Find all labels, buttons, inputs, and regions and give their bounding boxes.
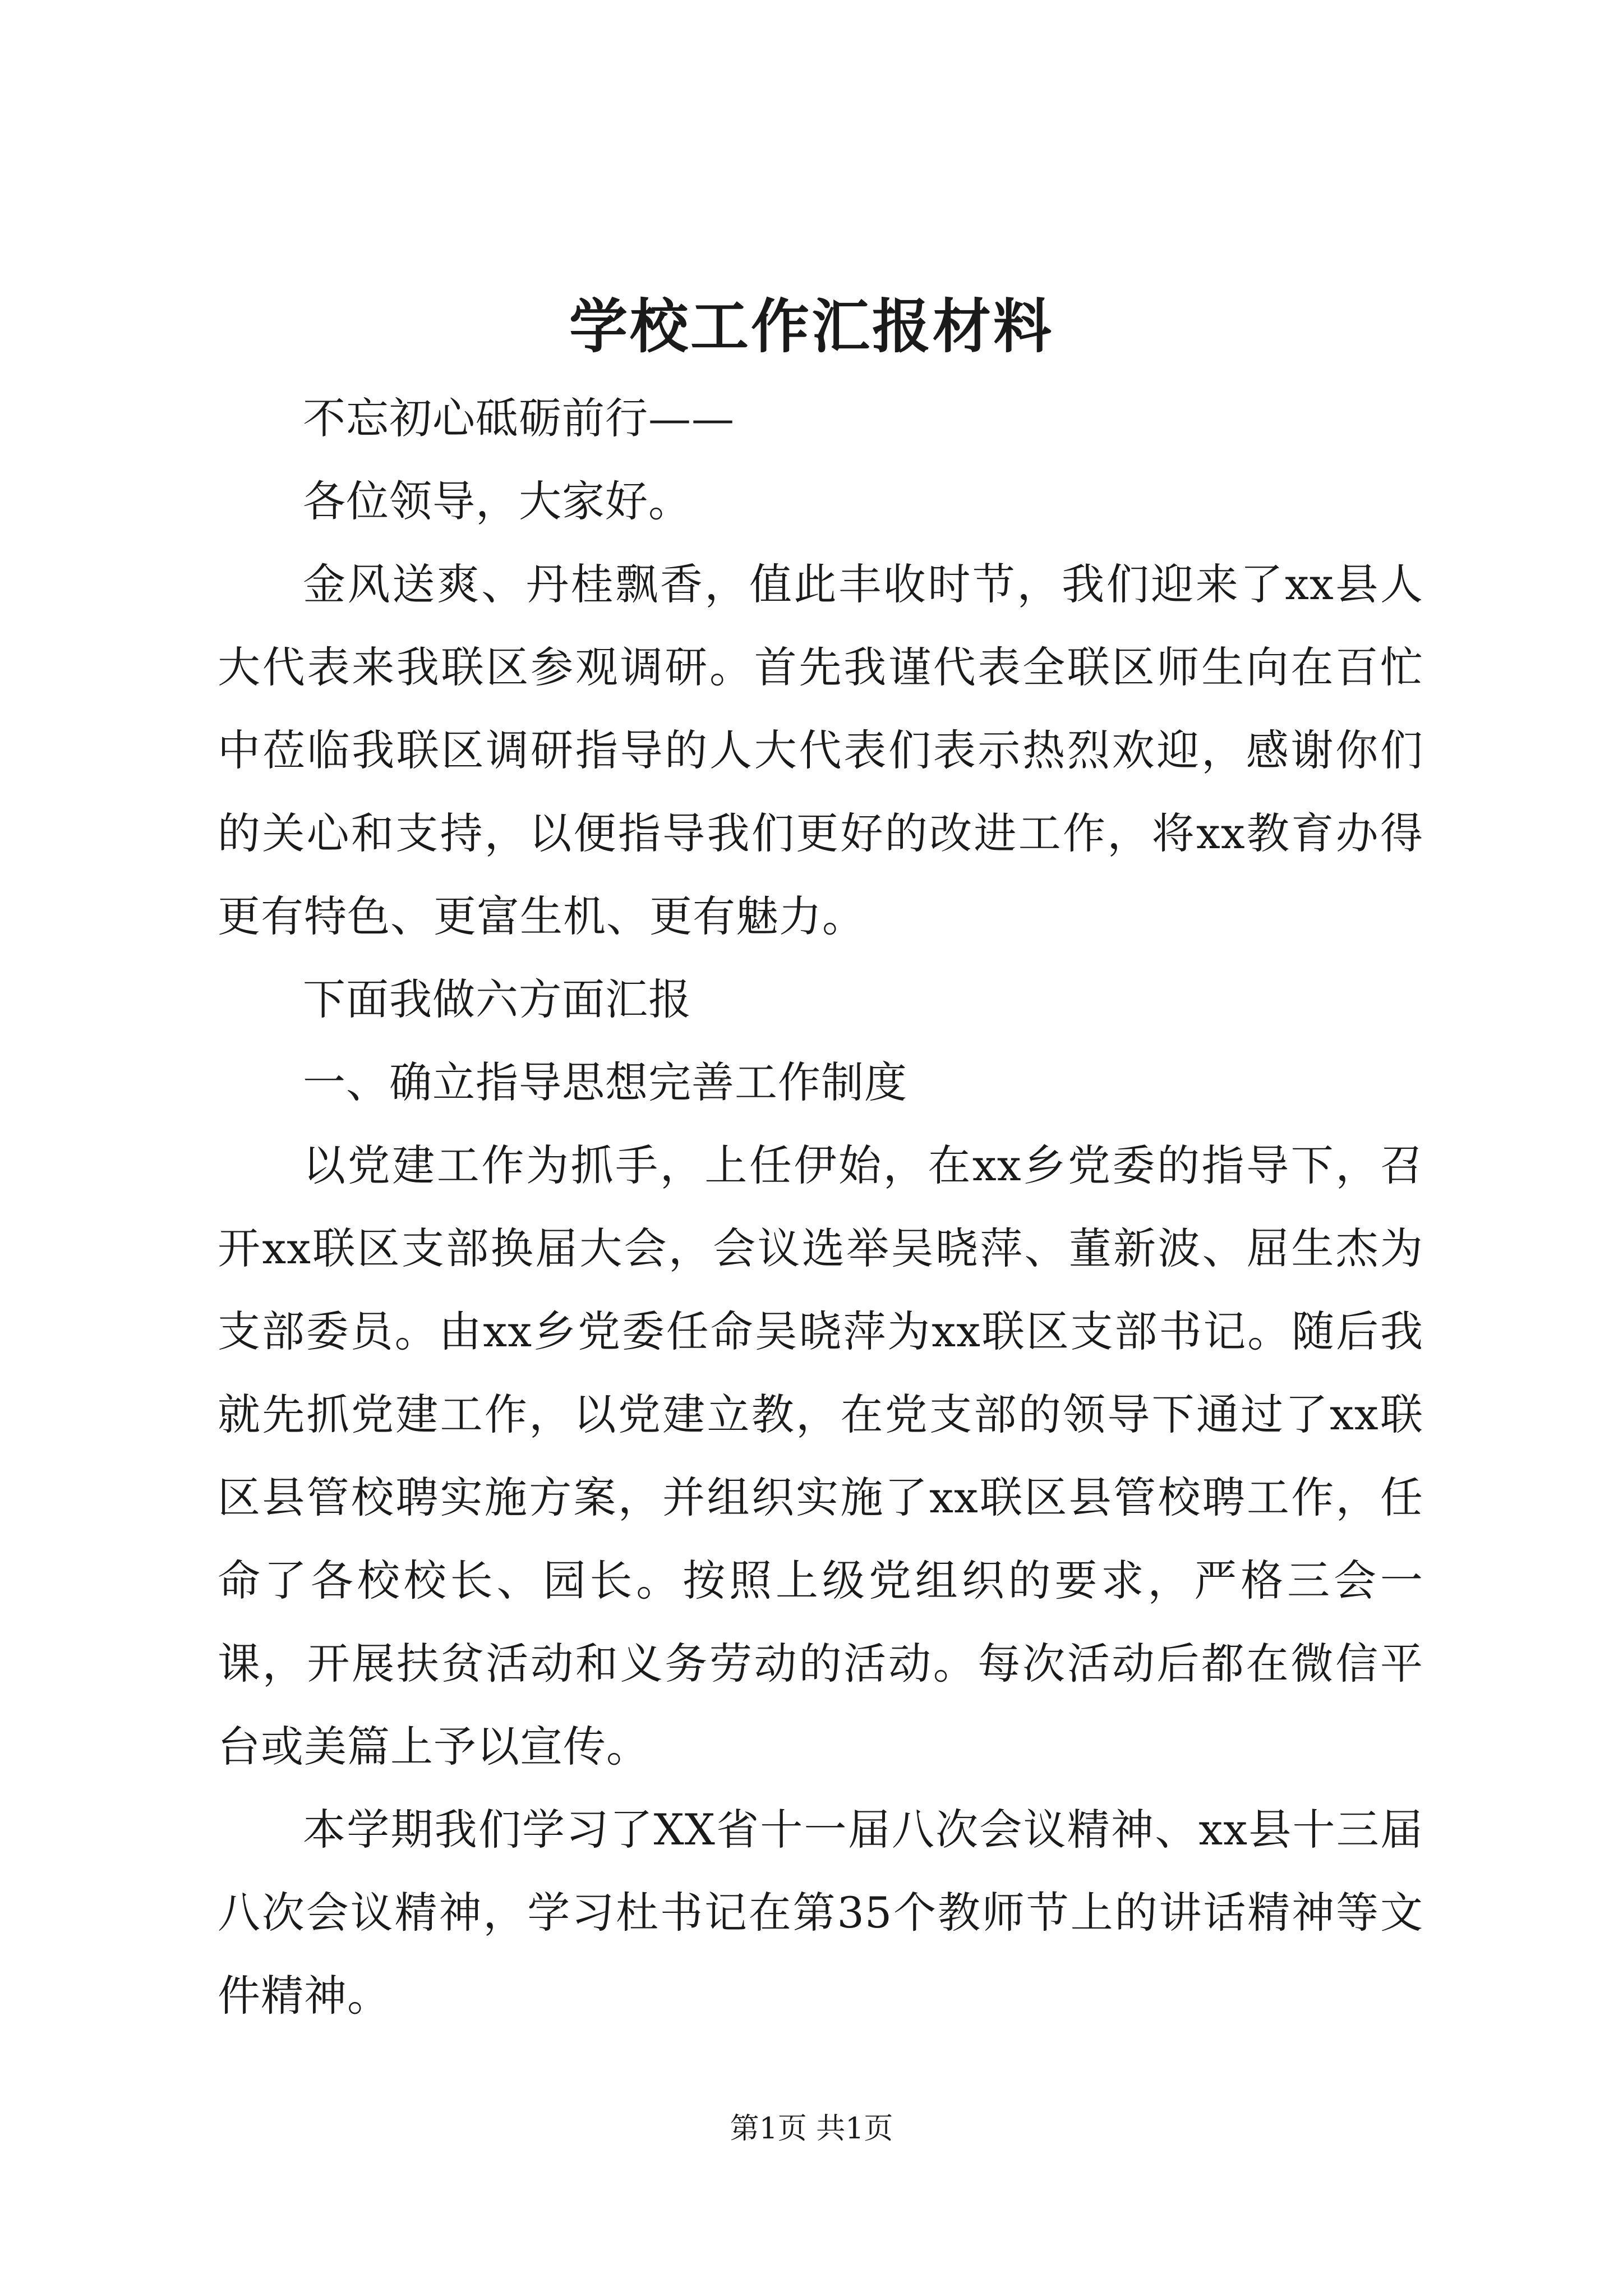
page-title: 学校工作汇报材料	[569, 292, 1054, 361]
paragraph-study: 本学期我们学习了XX省十一届八次会议精神、xx县十三届八次会议精神，学习杜书记在第35个教师节上的讲话精神等文件精神。	[218, 1805, 1423, 2021]
document-body	[218, 377, 1423, 2037]
paragraph-subtitle: 不忘初心砥砺前行——	[303, 393, 735, 443]
paragraph-welcome: 金风送爽、丹桂飘香，值此丰收时节，我们迎来了xx县人大代表来我联区参观调研。首先我谨代表全联区师生向在百忙中莅临我联区调研指导的人大代表们表示热烈欢迎，感谢你们的关心和支持，以便指导我们更好的改进工作，将xx教育办得更有特色、更富生机、更有魅力。	[218, 559, 1423, 941]
page-footer: 第1页 共1页	[730, 2112, 893, 2146]
paragraph-report-intro: 下面我做六方面汇报	[303, 974, 691, 1024]
paragraph-greeting: 各位领导，大家好。	[303, 476, 691, 526]
section-heading-1: 一、确立指导思想完善工作制度	[303, 1057, 907, 1107]
paragraph-party-building: 以党建工作为抓手，上任伊始，在xx乡党委的指导下，召开xx联区支部换届大会，会议选举吴晓萍、董新波、屈生杰为支部委员。由xx乡党委任命吴晓萍为xx联区支部书记。随后我就先抓党建工作，以党建立教，在党支部的领导下通过了xx联区县管校聘实施方案，并组织实施了xx联区县管校聘工作，任命了各校校长、园长。按照上级党组织的要求，严格三会一课，开展扶贫活动和义务劳动的活动。每次活动后都在微信平台或美篇上予以宣传。	[218, 1140, 1423, 1772]
